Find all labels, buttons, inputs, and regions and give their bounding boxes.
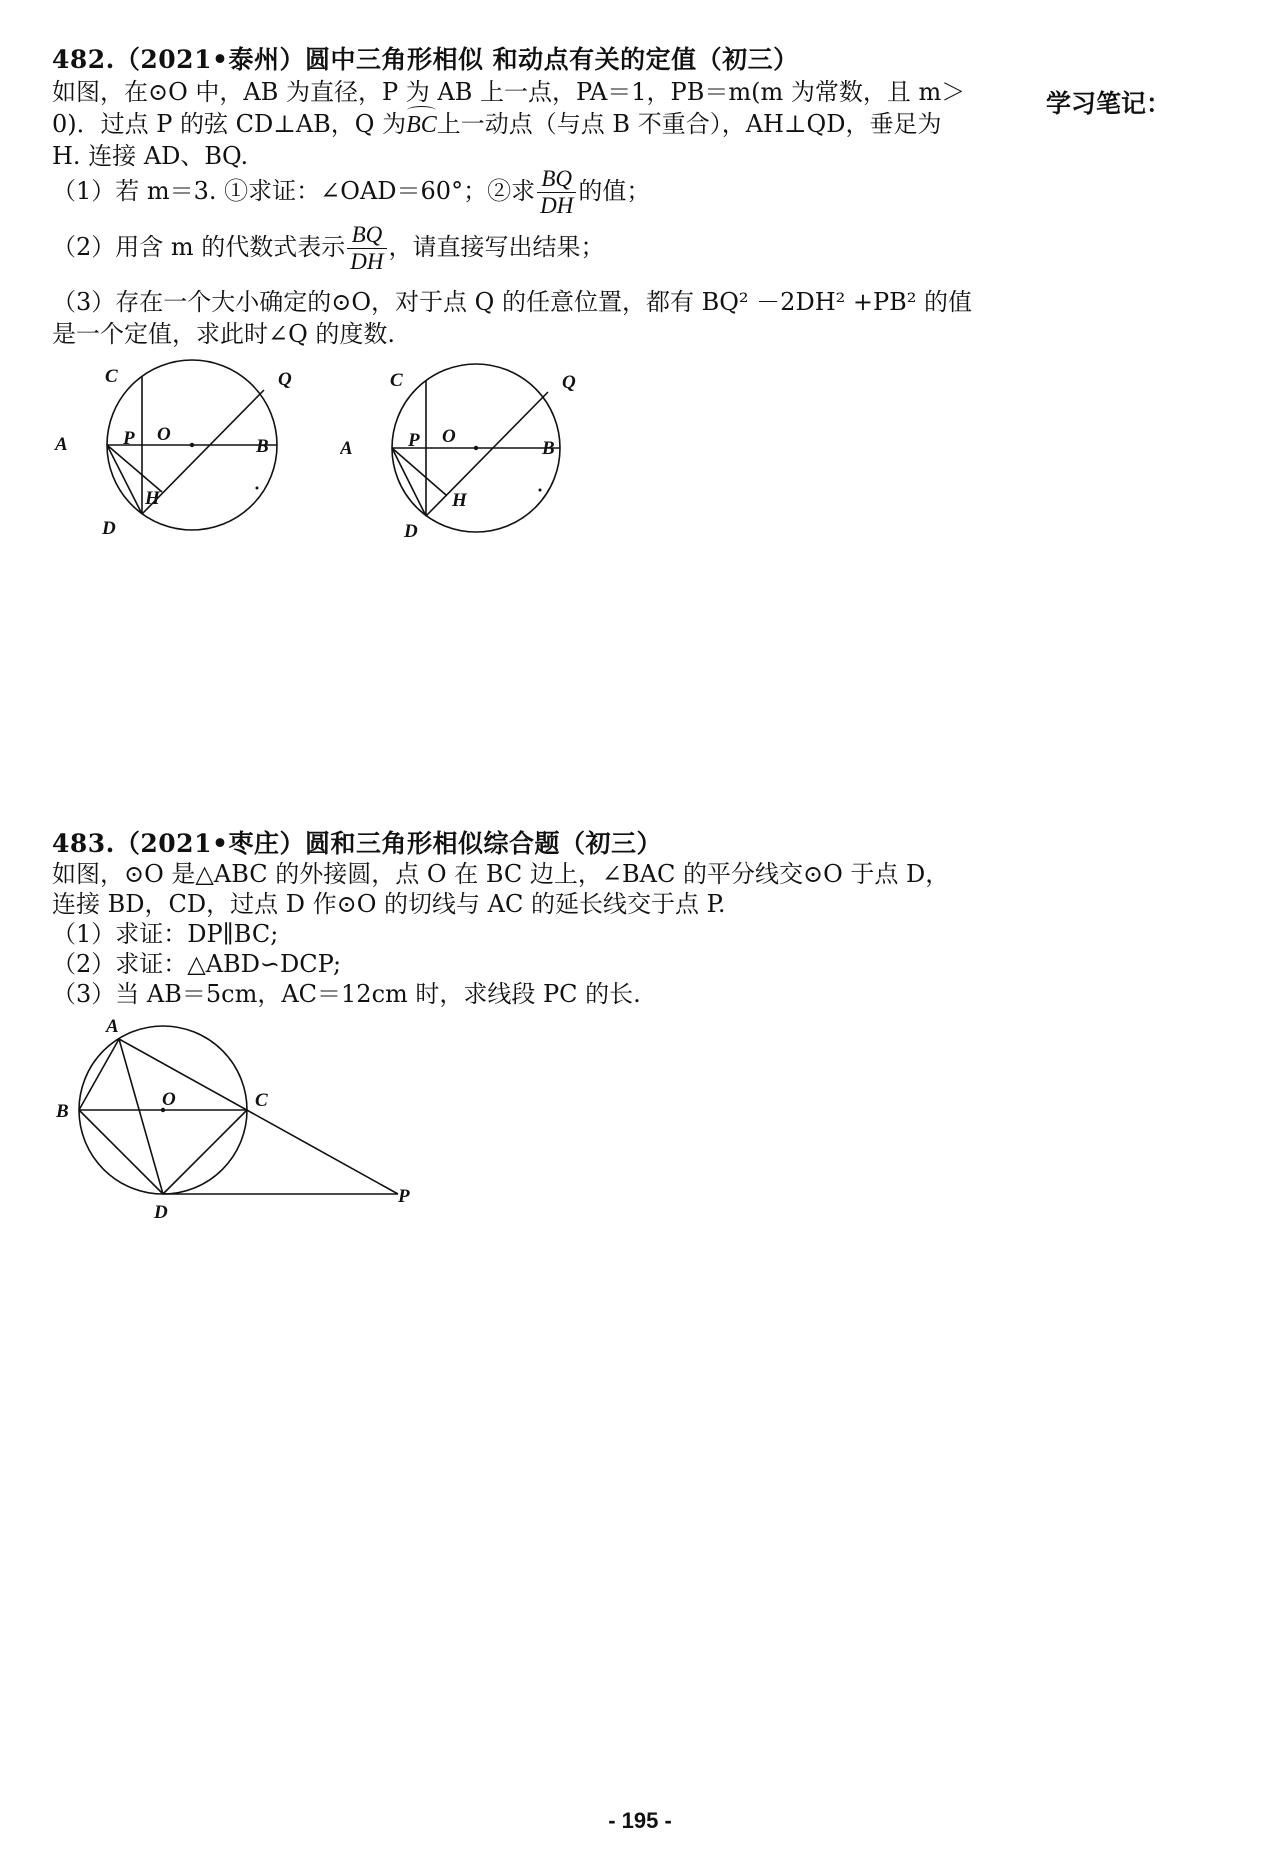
problem-483-question-1: （1）求证：DP∥BC; [52, 920, 279, 948]
label-o: O [442, 426, 456, 447]
page-number: - 195 - [608, 1808, 672, 1833]
label-h: H [452, 490, 467, 511]
fraction-bq-dh: $\frac{BQ}{DH}$ [347, 222, 386, 275]
label-c: C [255, 1090, 268, 1111]
problem-483-figure [50, 1012, 490, 1232]
problem-482-question-3-line-2: 是一个定值，求此时∠Q 的度数. [52, 320, 396, 348]
problem-482-title: 482.（2021•泰州）圆中三角形相似 和动点有关的定值（初三） [52, 45, 799, 74]
problem-483-line-2: 连接 BD，CD，过点 D 作⊙O 的切线与 AC 的延长线交于点 P. [52, 890, 726, 918]
label-d: D [154, 1202, 168, 1223]
problem-482-question-1: （1）若 m＝3. ①求证：∠OAD＝60°；②求 $\frac{BQ}{DH}$ 的值； [52, 166, 651, 218]
label-b: B [256, 436, 269, 457]
problem-483-question-3: （3）当 AB＝5cm，AC＝12cm 时，求线段 PC 的长. [52, 980, 641, 1008]
problem-482-line-1: 如图，在⊙O 中，AB 为直径，P 为 AB 上一点，PA＝1，PB＝m(m 为常数，且 m＞ [52, 78, 966, 106]
fraction-bq-dh: $\frac{BQ}{DH}$ [537, 166, 576, 219]
problem-482-line-3: H. 连接 AD、BQ. [52, 142, 249, 170]
label-a: A [340, 438, 353, 459]
problem-482-figure-left [50, 350, 340, 550]
label-o: O [162, 1089, 176, 1110]
problem-482-question-3-line-1: （3）存在一个大小确定的⊙O，对于点 Q 的任意位置，都有 BQ² －2DH² +PB² 的值 [52, 288, 973, 316]
problem-483-question-2: （2）求证：△ABD∽DCP; [52, 950, 342, 978]
label-a: A [55, 434, 68, 455]
label-c: C [105, 366, 118, 387]
label-p: P [123, 428, 135, 449]
problem-483-title: 483.（2021•枣庄）圆和三角形相似综合题（初三） [52, 829, 662, 858]
label-b: B [56, 1101, 69, 1122]
problem-482-line-2: 0)．过点 P 的弦 CD⊥AB，Q 为BC上一动点（与点 B 不重合），AH⊥QD，垂足为 [52, 110, 942, 138]
label-q: Q [562, 372, 576, 393]
label-d: D [404, 521, 418, 542]
label-h: H [145, 488, 160, 509]
label-b: B [542, 438, 555, 459]
label-a: A [106, 1016, 119, 1037]
label-q: Q [278, 369, 292, 390]
problem-482-figure-right [340, 352, 630, 552]
problem-483-line-1: 如图，⊙O 是△ABC 的外接圆，点 O 在 BC 边上，∠BAC 的平分线交⊙O 于点 D， [52, 860, 950, 888]
label-c: C [390, 370, 403, 391]
label-p: P [398, 1186, 410, 1207]
label-p: P [408, 430, 420, 451]
label-o: O [157, 424, 171, 445]
label-d: D [102, 518, 116, 539]
arc-bc-notation: BC [406, 108, 437, 139]
study-notes-label: 学习笔记： [1046, 89, 1172, 118]
problem-482-question-2: （2）用含 m 的代数式表示 $\frac{BQ}{DH}$ ，请直接写出结果； [52, 222, 605, 274]
